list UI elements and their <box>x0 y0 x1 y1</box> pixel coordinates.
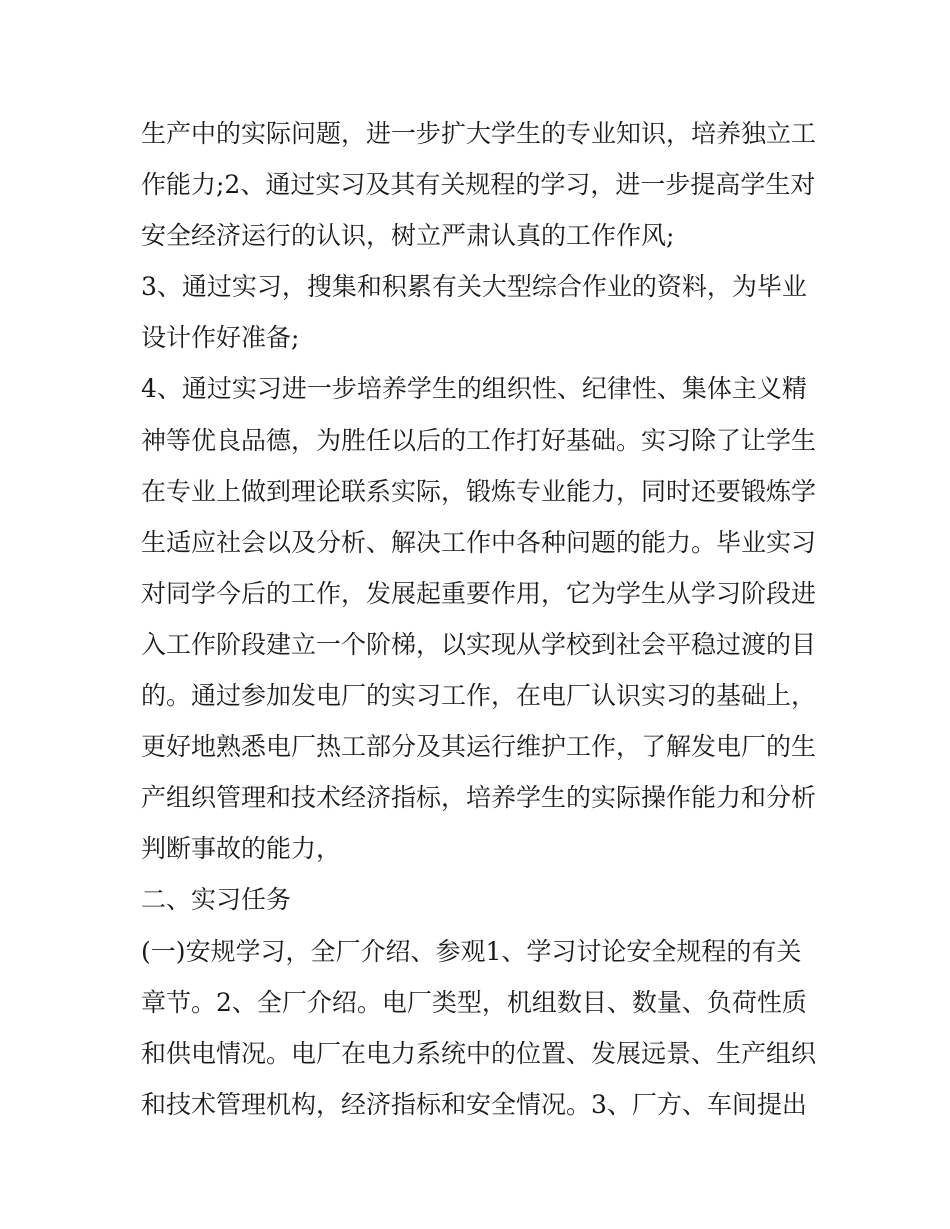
text-line: 对同学今后的工作，发展起重要作用，它为学生从学习阶段进 <box>141 578 817 608</box>
body-text <box>141 108 821 1130</box>
text-line: 作能力;2、通过实习及其有关规程的学习，进一步提高学生对 <box>141 170 816 200</box>
text-line: 设计作好准备; <box>141 323 300 353</box>
text-line: 生产中的实际问题，进一步扩大学生的专业知识，培养独立工 <box>141 119 817 148</box>
text-line: (一)安规学习，全厂介绍、参观1、学习讨论安全规程的有关 <box>141 936 802 966</box>
text-line: 生适应社会以及分析、解决工作中各种问题的能力。毕业实习 <box>141 527 817 557</box>
text-line: 在专业上做到理论联系实际，锻炼专业能力，同时还要锻炼学 <box>141 476 817 506</box>
text-line: 和供电情况。电厂在电力系统中的位置、发展远景、生产组织 <box>141 1038 817 1068</box>
text-line: 更好地熟悉电厂热工部分及其运行维护工作，了解发电厂的生 <box>141 732 817 762</box>
text-line: 的。通过参加发电厂的实习工作，在电厂认识实习的基础上， <box>141 681 817 711</box>
text-line: 章节。2、全厂介绍。电厂类型，机组数目、数量、负荷性质 <box>141 987 807 1017</box>
text-line: 和技术管理机构，经济指标和安全情况。3、厂方、车间提出 <box>141 1089 807 1119</box>
text-line: 入工作阶段建立一个阶梯，以实现从学校到社会平稳过渡的目 <box>141 629 817 659</box>
text-line: 安全经济运行的认识，树立严肃认真的工作作风; <box>141 221 675 251</box>
text-line: 3、通过实习，搜集和积累有关大型综合作业的资料，为毕业 <box>141 272 807 302</box>
text-line: 神等优良品德，为胜任以后的工作打好基础。实习除了让学生 <box>141 425 817 455</box>
text-line: 4、通过实习进一步培养学生的组织性、纪律性、集体主义精 <box>141 374 807 404</box>
section-heading: 二、实习任务 <box>141 885 292 915</box>
text-line: 产组织管理和技术经济指标，培养学生的实际操作能力和分析 <box>141 783 817 813</box>
text-line: 判断事故的能力， <box>141 834 342 864</box>
